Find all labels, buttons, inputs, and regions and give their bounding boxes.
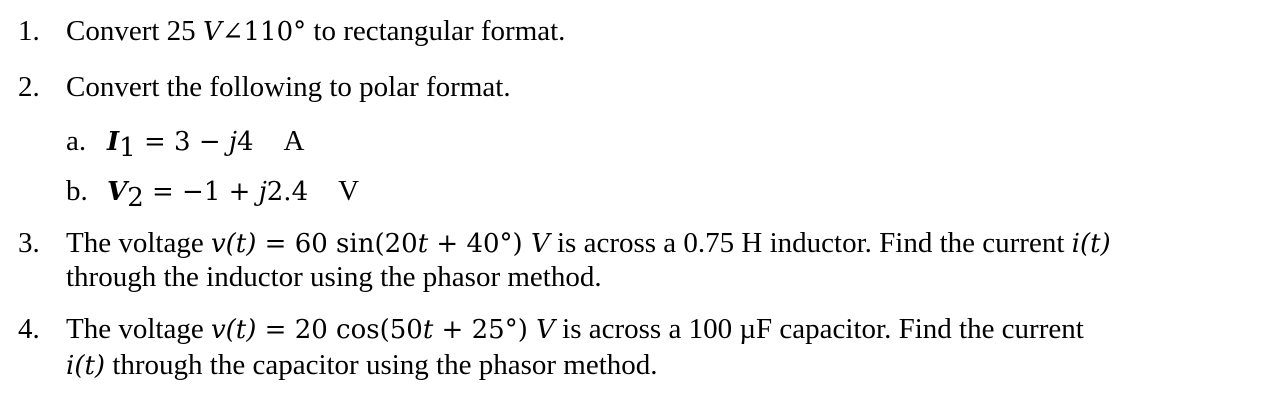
problem-number: 2. [18, 71, 40, 103]
subitem-expression [107, 124, 305, 163]
math-expr: 2.4 [266, 177, 309, 207]
math-var: V [536, 315, 555, 345]
math-expr: = 60 sin(20 [256, 229, 418, 259]
math-expr: + 40°) [428, 229, 531, 259]
text-segment: The voltage [66, 313, 211, 345]
math-expr: i(t) [1071, 229, 1111, 259]
math-expr: i(t) [66, 351, 106, 381]
math-var: V [202, 17, 222, 47]
math-angle: 110° [243, 17, 307, 47]
math-expr: 4 [236, 127, 254, 157]
angle-symbol: ∠ [221, 17, 244, 47]
text-segment: The voltage [66, 227, 211, 259]
text-segment: to rectangular format. [306, 15, 566, 47]
subitem-letter: b. [66, 175, 88, 207]
math-subscript: 1 [119, 133, 136, 163]
subitem-expression [107, 174, 360, 213]
text-segment: is across a 100 µF capacitor. Find the current [554, 313, 1084, 345]
math-j: j [228, 127, 237, 157]
unit-label: A [283, 125, 305, 157]
problem-text: Convert the following to polar format. [66, 71, 511, 103]
problem-number: 3. [18, 227, 40, 259]
math-expr: v(t) [210, 229, 257, 259]
math-var: V [107, 177, 128, 207]
problem-text-line-1 [66, 312, 1084, 347]
math-expr: = −1 + [143, 177, 259, 207]
math-var: t [422, 315, 434, 345]
unit-label: V [338, 175, 360, 207]
math-var: t [417, 229, 429, 259]
subitem-letter: a. [66, 125, 87, 157]
math-subscript: 2 [127, 183, 144, 213]
text-segment: Convert 25 [66, 15, 203, 47]
problem-number: 4. [18, 313, 40, 345]
text-segment: through the capacitor using the phasor method. [105, 349, 658, 381]
text-segment: is across a 0.75 H inductor. Find the current [549, 227, 1072, 259]
math-expr: + 25°) [433, 315, 537, 345]
problem-number: 1. [18, 15, 40, 47]
math-var: V [530, 229, 550, 259]
math-expr: v(t) [210, 315, 257, 345]
problem-text-line-2 [66, 348, 658, 383]
math-var: I [107, 127, 120, 157]
math-j: j [258, 177, 267, 207]
problem-text-line-1 [66, 226, 1111, 261]
math-expr: = 20 cos(50 [256, 315, 423, 345]
problem-text-line-2: through the inductor using the phasor method. [66, 261, 602, 293]
problem-text [66, 14, 565, 49]
math-expr: = 3 − [135, 127, 229, 157]
